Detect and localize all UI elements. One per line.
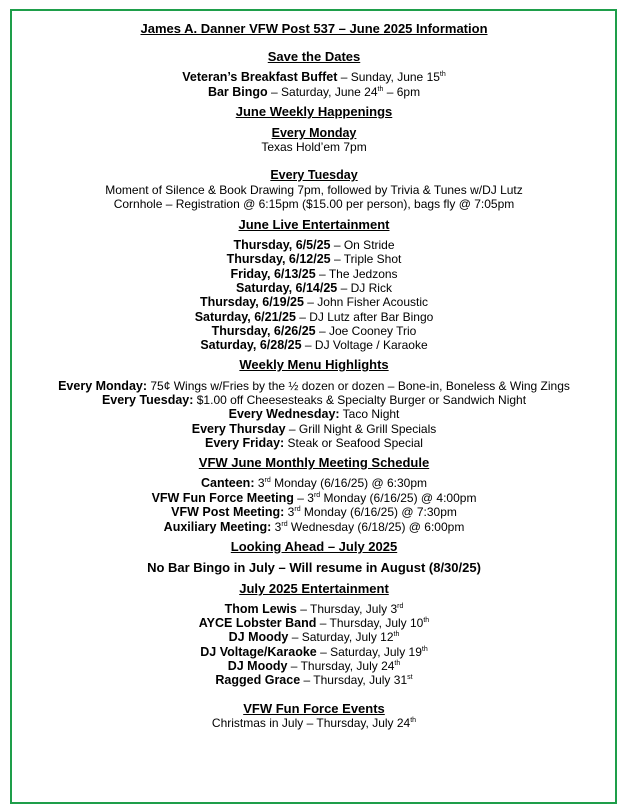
live-entertainment-item <box>0 310 628 324</box>
event-date: Thursday, 6/12/25 <box>226 252 331 267</box>
ordinal-suffix: th <box>439 71 446 78</box>
meetings-heading: VFW June Monthly Meeting Schedule <box>198 455 430 470</box>
ordinal-suffix: th <box>377 86 384 93</box>
meeting-ordinal: – 3 <box>293 490 314 505</box>
live-entertainment-item <box>0 267 628 281</box>
tuesday-line-2: Cornhole – Registration @ 6:15pm ($15.00 per person), bags fly @ 7:05pm <box>113 197 515 211</box>
meeting-ordinal: 3 <box>271 519 282 534</box>
meeting-item <box>0 505 628 519</box>
event-date: – Thursday, July 24 <box>287 658 395 673</box>
event-act: – DJ Voltage / Karaoke <box>301 338 428 353</box>
event-date: Thursday, 6/5/25 <box>233 238 331 252</box>
event-date: Thursday, 6/26/25 <box>211 323 316 338</box>
event-date: Thursday, 6/19/25 <box>199 295 304 310</box>
menu-description: Steak or Seafood Special <box>284 435 423 450</box>
monday-label: Every Monday <box>271 126 357 140</box>
ordinal-suffix: rd <box>294 506 301 513</box>
july-entertainment-item <box>0 659 628 673</box>
event-act: – Triple Shot <box>330 252 402 267</box>
event-act: – John Fisher Acoustic <box>303 295 429 310</box>
event-act: Thom Lewis <box>224 602 297 616</box>
live-entertainment-item <box>0 324 628 338</box>
meeting-item <box>0 476 628 490</box>
july-entertainment-item <box>0 630 628 644</box>
menu-day: Every Wednesday: <box>228 407 340 422</box>
ordinal-suffix: rd <box>264 477 271 484</box>
meeting-time: Monday (6/16/25) @ 6:30pm <box>270 476 427 490</box>
menu-item <box>0 379 628 393</box>
save-date-time: – 6pm <box>383 85 421 99</box>
meeting-time: Monday (6/16/25) @ 7:30pm <box>300 505 457 519</box>
menu-day: Every Friday: <box>205 435 285 450</box>
ordinal-suffix: th <box>394 659 401 667</box>
menu-description: – Grill Night & Grill Specials <box>285 421 437 436</box>
save-date-item <box>0 85 628 99</box>
menu-description: Taco Night <box>339 407 400 422</box>
ordinal-suffix: th <box>393 631 400 639</box>
event-date: – Thursday, July 31 <box>300 673 408 687</box>
event-date: – Thursday, July 3 <box>296 602 398 616</box>
july-entertainment-item <box>0 602 628 616</box>
tuesday-line-1: Moment of Silence & Book Drawing 7pm, followed by Trivia & Tunes w/DJ Lutz <box>105 183 523 197</box>
meeting-name: Auxiliary Meeting: <box>163 519 272 534</box>
meeting-name: VFW Fun Force Meeting <box>151 490 294 505</box>
live-entertainment-item <box>0 238 628 252</box>
menu-day: Every Monday: <box>58 379 148 393</box>
fun-force-event-text: Christmas in July – Thursday, July 24 <box>211 716 411 730</box>
save-date-detail: – Saturday, June 24 <box>267 85 378 99</box>
document-title: James A. Danner VFW Post 537 – June 2025 Information <box>140 21 488 36</box>
live-entertainment-heading: June Live Entertainment <box>238 217 390 232</box>
event-date: Friday, 6/13/25 <box>230 266 316 281</box>
meeting-item <box>0 491 628 505</box>
weekly-heading: June Weekly Happenings <box>235 104 393 119</box>
ordinal-suffix: rd <box>281 520 288 528</box>
july-heading: July 2025 Entertainment <box>239 581 389 596</box>
menu-item <box>0 436 628 450</box>
event-act: – DJ Rick <box>337 280 392 295</box>
menu-description: 75¢ Wings w/Fries by the ½ dozen or dozen – Bone-in, Boneless & Wing Zings <box>147 379 570 393</box>
event-date: Saturday, 6/21/25 <box>194 309 296 324</box>
live-entertainment-item <box>0 281 628 295</box>
meeting-ordinal: 3 <box>254 476 265 490</box>
event-act: – On Stride <box>330 238 395 252</box>
ordinal-suffix: th <box>410 717 417 724</box>
meeting-ordinal: 3 <box>284 505 295 519</box>
live-entertainment-item <box>0 295 628 309</box>
event-act: – DJ Lutz after Bar Bingo <box>295 309 434 324</box>
event-act: DJ Moody <box>228 630 289 645</box>
menu-day: Every Thursday <box>191 421 286 436</box>
live-entertainment-item <box>0 338 628 352</box>
ordinal-suffix: th <box>423 617 430 625</box>
event-date: – Saturday, July 19 <box>316 644 422 659</box>
looking-ahead-text: No Bar Bingo in July – Will resume in August (8/30/25) <box>147 560 481 575</box>
event-date: Saturday, 6/14/25 <box>236 280 338 295</box>
event-act: AYCE Lobster Band <box>198 616 317 631</box>
ordinal-suffix: rd <box>397 603 404 610</box>
ordinal-suffix: st <box>407 674 413 681</box>
event-act: DJ Moody <box>227 658 288 673</box>
event-date: – Thursday, July 10 <box>316 616 424 631</box>
looking-ahead-heading: Looking Ahead – July 2025 <box>230 539 398 554</box>
save-date-name: Bar Bingo <box>207 85 268 99</box>
meeting-item <box>0 520 628 534</box>
save-the-dates-heading: Save the Dates <box>267 49 361 64</box>
menu-day: Every Tuesday: <box>101 393 194 408</box>
fun-force-heading: VFW Fun Force Events <box>243 701 385 716</box>
ordinal-suffix: th <box>421 645 428 653</box>
event-act: – Joe Cooney Trio <box>315 323 417 338</box>
july-entertainment-item <box>0 673 628 687</box>
ordinal-suffix: rd <box>313 491 321 499</box>
fun-force-event <box>0 716 628 730</box>
menu-item <box>0 393 628 407</box>
menu-item <box>0 407 628 421</box>
event-date: – Saturday, July 12 <box>288 630 394 645</box>
meeting-time: Monday (6/16/25) @ 4:00pm <box>320 490 477 505</box>
july-entertainment-item <box>0 616 628 630</box>
event-act: DJ Voltage/Karaoke <box>200 644 317 659</box>
save-date-name: Veteran’s Breakfast Buffet <box>182 70 338 84</box>
menu-item <box>0 422 628 436</box>
meeting-name: Canteen: <box>201 476 255 490</box>
live-entertainment-item <box>0 252 628 266</box>
july-entertainment-item <box>0 645 628 659</box>
save-date-item <box>0 70 628 84</box>
menu-heading: Weekly Menu Highlights <box>239 357 389 372</box>
event-act: Ragged Grace <box>215 673 301 687</box>
meeting-name: VFW Post Meeting: <box>171 505 285 519</box>
save-date-detail: – Sunday, June 15 <box>337 70 440 84</box>
event-act: – The Jedzons <box>315 266 398 281</box>
menu-description: $1.00 off Cheesesteaks & Specialty Burger or Sandwich Night <box>193 393 527 408</box>
tuesday-label: Every Tuesday <box>270 168 358 182</box>
meeting-time: Wednesday (6/18/25) @ 6:00pm <box>287 519 465 534</box>
event-date: Saturday, 6/28/25 <box>200 338 302 353</box>
monday-text: Texas Hold’em 7pm <box>261 140 367 154</box>
